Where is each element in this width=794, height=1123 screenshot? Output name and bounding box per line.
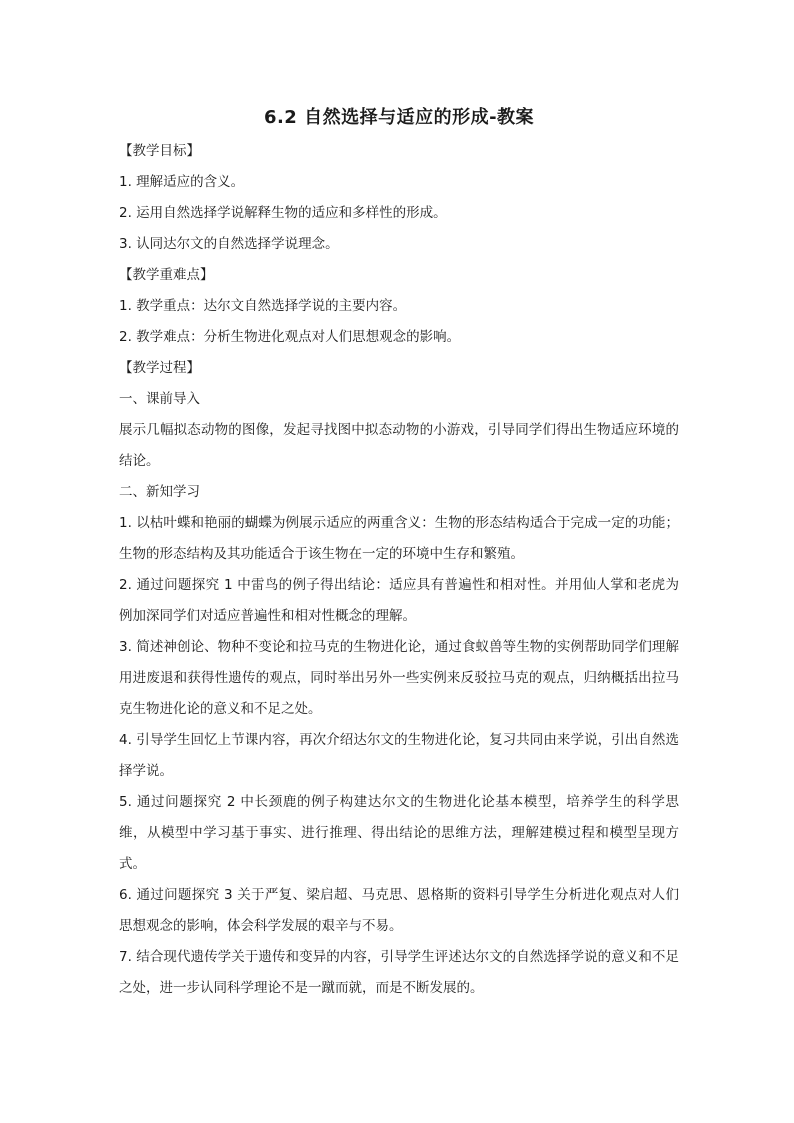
- section-heading-intro: 一、课前导入: [119, 391, 200, 407]
- process-step: 4. 引导学生回忆上节课内容，再次介绍达尔文的生物进化论，复习共同由来学说，引出自然选择学说。: [119, 732, 679, 779]
- keypoint-item: 1. 教学重点：达尔文自然选择学说的主要内容。: [119, 298, 407, 314]
- process-step: 7. 结合现代遗传学关于遗传和变异的内容，引导学生评述达尔文的自然选择学说的意义和不足之处，进一步认同科学理论不是一蹴而就，而是不断发展的。: [119, 949, 679, 996]
- goal-item: 2. 运用自然选择学说解释生物的适应和多样性的形成。: [119, 205, 447, 221]
- process-heading: 【教学过程】: [119, 360, 200, 376]
- goals-heading: 【教学目标】: [119, 143, 200, 159]
- process-step: 2. 通过问题探究 1 中雷鸟的例子得出结论：适应具有普遍性和相对性。并用仙人掌和老虎为例加深同学们对适应普遍性和相对性概念的理解。: [119, 577, 679, 624]
- document-title: 6.2 自然选择与适应的形成-教案: [263, 107, 535, 128]
- keypoints-heading: 【教学重难点】: [119, 267, 214, 283]
- section-heading-new-learning: 二、新知学习: [119, 484, 200, 500]
- process-step: 1. 以枯叶蝶和艳丽的蝴蝶为例展示适应的两重含义：生物的形态结构适合于完成一定的功能；生物的形态结构及其功能适合于该生物在一定的环境中生存和繁殖。: [119, 515, 679, 562]
- process-step: 3. 简述神创论、物种不变论和拉马克的生物进化论，通过食蚁兽等生物的实例帮助同学们理解用进废退和获得性遗传的观点，同时举出另外一些实例来反驳拉马克的观点，归纳概括出拉马克生物进化论的意义和不足之处。: [119, 639, 679, 717]
- process-step: 6. 通过问题探究 3 关于严复、梁启超、马克思、恩格斯的资料引导学生分析进化观点对人们思想观念的影响，体会科学发展的艰辛与不易。: [119, 887, 679, 934]
- process-step: 5. 通过问题探究 2 中长颈鹿的例子构建达尔文的生物进化论基本模型，培养学生的科学思维，从模型中学习基于事实、进行推理、得出结论的思维方法，理解建模过程和模型呈现方式。: [119, 794, 679, 872]
- document-body: [119, 104, 679, 1004]
- goal-item: 3. 认同达尔文的自然选择学说理念。: [119, 236, 339, 252]
- goal-item: 1. 理解适应的含义。: [119, 174, 245, 190]
- keypoint-item: 2. 教学难点：分析生物进化观点对人们思想观念的影响。: [119, 329, 461, 345]
- section-intro-text: 展示几幅拟态动物的图像，发起寻找图中拟态动物的小游戏，引导同学们得出生物适应环境的结论。: [119, 422, 679, 469]
